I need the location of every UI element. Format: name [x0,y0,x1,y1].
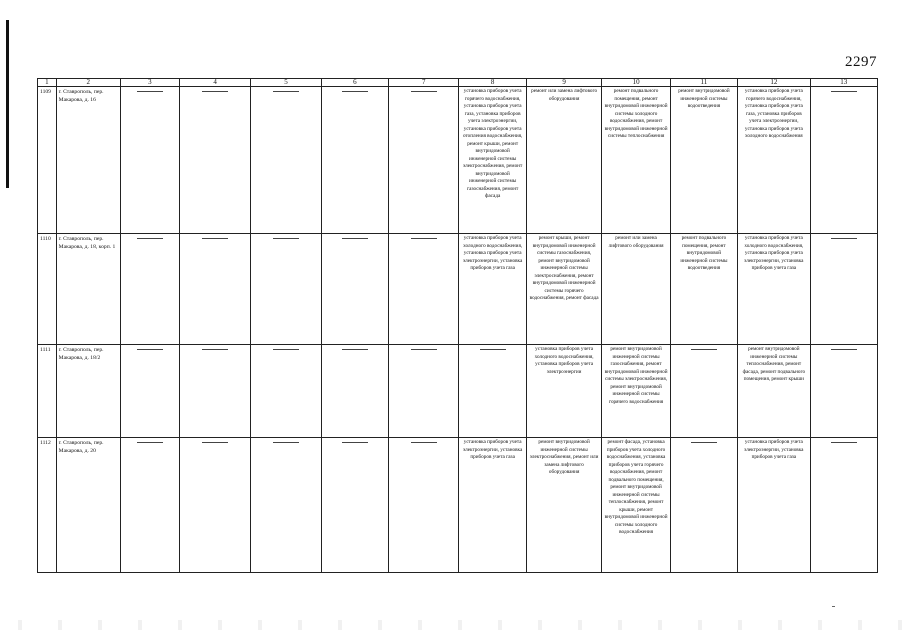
work-cell-col10: ремонт внутридомовой инженерной системы газоснабжения, ремонт внутридомовой инженерной системы электроснабжения, ремонт внутридомовой инженерной системы горячего водоснабжения [602,345,670,438]
empty-cell-dash [120,87,179,234]
empty-cell-dash [120,438,179,573]
col-header: 3 [120,79,179,87]
empty-cell-dash [321,345,388,438]
col-header: 6 [321,79,388,87]
work-cell-col11: ремонт подвального помещения, ремонт внутридомовой инженерной системы водоотведения [670,234,737,345]
work-cell-col8: установка приборов учета холодного водоснабжения, установка приборов учета электроэнергии, установка приборов учета газа [459,234,526,345]
empty-cell-dash [251,234,321,345]
work-cell-col9: ремонт или замена лифтового оборудования [526,87,602,234]
col-header: 12 [738,79,811,87]
work-cell-col9: установка приборов учета холодного водоснабжения, установка приборов учета электроэнергии [526,345,602,438]
row-number: 1110 [38,234,57,345]
margin-bar [6,20,9,188]
empty-cell-dash [389,234,459,345]
col-header: 4 [179,79,250,87]
empty-cell-dash [810,87,877,234]
work-cell-col9: ремонт внутридомовой инженерной системы электроснабжения, ремонт или замена лифтового оборудования [526,438,602,573]
table-row [38,438,878,573]
col-header: 9 [526,79,602,87]
empty-cell-dash [670,438,737,573]
row-address: г. Ставрополь, пер. Макарова, д. 20 [56,438,120,573]
empty-cell-dash [321,234,388,345]
work-cell-col10: ремонт или замена лифтового оборудования [602,234,670,345]
empty-cell-dash [389,87,459,234]
empty-cell-dash [179,438,250,573]
header-row [38,79,878,87]
row-address: г. Ставрополь, пер. Макарова, д. 18/2 [56,345,120,438]
empty-cell-dash [459,345,526,438]
col-header: 10 [602,79,670,87]
col-header: 7 [389,79,459,87]
row-number: 1111 [38,345,57,438]
row-address: г. Ставрополь, пер. Макарова, д. 18, корп. 1 [56,234,120,345]
empty-cell-dash [810,438,877,573]
row-number: 1112 [38,438,57,573]
work-cell-col12: установка приборов учета холодного водоснабжения, установка приборов учета электроэнергии, установка приборов учета газа [738,234,811,345]
work-cell-col8: установка приборов учета электроэнергии, установка приборов учета газа [459,438,526,573]
col-header: 11 [670,79,737,87]
empty-cell-dash [251,345,321,438]
empty-cell-dash [120,345,179,438]
table-row [38,345,878,438]
col-header: 13 [810,79,877,87]
work-cell-col12: установка приборов учета электроэнергии, установка приборов учета газа [738,438,811,573]
empty-cell-dash [810,234,877,345]
empty-cell-dash [179,234,250,345]
work-cell-col12: ремонт внутридомовой инженерной системы теплоснабжения, ремонт фасада, ремонт подвального помещения, ремонт крыши [738,345,811,438]
works-table [37,78,878,573]
scan-mark [832,606,835,607]
page-number: 2297 [845,54,877,70]
empty-cell-dash [251,87,321,234]
empty-cell-dash [670,345,737,438]
empty-cell-dash [810,345,877,438]
empty-cell-dash [321,87,388,234]
empty-cell-dash [389,438,459,573]
work-cell-col12: установка приборов учета горячего водоснабжения, установка приборов учета газа, установка приборов учета электроэнергии, установка приборов учета холодного водоснабжения [738,87,811,234]
work-cell-col9: ремонт крыши, ремонт внутридомовой инженерной системы газоснабжения, ремонт внутридомовой инженерной системы электроснабжения, ремонт внутридомовой инженерной системы горячего водоснабжения, ремонт фасада [526,234,602,345]
empty-cell-dash [120,234,179,345]
row-address: г. Ставрополь, пер. Макарова, д. 16 [56,87,120,234]
work-cell-col11: ремонт внутридомовой инженерной системы водоотведения [670,87,737,234]
empty-cell-dash [179,87,250,234]
table-row [38,234,878,345]
work-cell-col8: установка приборов учета горячего водоснабжения, установка приборов учета газа, установка приборов учета электроэнергии, установка приборов учета отопления водоснабжения, ремонт крыши, ремонт внутридомовой инженерной системы электроснабжения, ремонт внутридомовой инженерной системы газоснабжения, ремонт фасада [459,87,526,234]
empty-cell-dash [321,438,388,573]
empty-cell-dash [389,345,459,438]
work-cell-col10: ремонт подвального помещения, ремонт внутридомовой инженерной системы холодного водоснабжения, ремонт внутридомовой инженерной системы теплоснабжения [602,87,670,234]
row-number: 1109 [38,87,57,234]
empty-cell-dash [179,345,250,438]
empty-cell-dash [251,438,321,573]
col-header: 1 [38,79,57,87]
col-header: 2 [56,79,120,87]
work-cell-col10: ремонт фасада, установка приборов учета холодного водоснабжения, установка приборов учета горячего водоснабжения, ремонт подвального помещения, ремонт внутридомовой инженерной системы теплоснабжения, ремонт крыши, ремонт внутридомовой инженерной системы холодного водоснабжения [602,438,670,573]
col-header: 8 [459,79,526,87]
col-header: 5 [251,79,321,87]
table-row [38,87,878,234]
scan-noise-strip [0,620,905,630]
